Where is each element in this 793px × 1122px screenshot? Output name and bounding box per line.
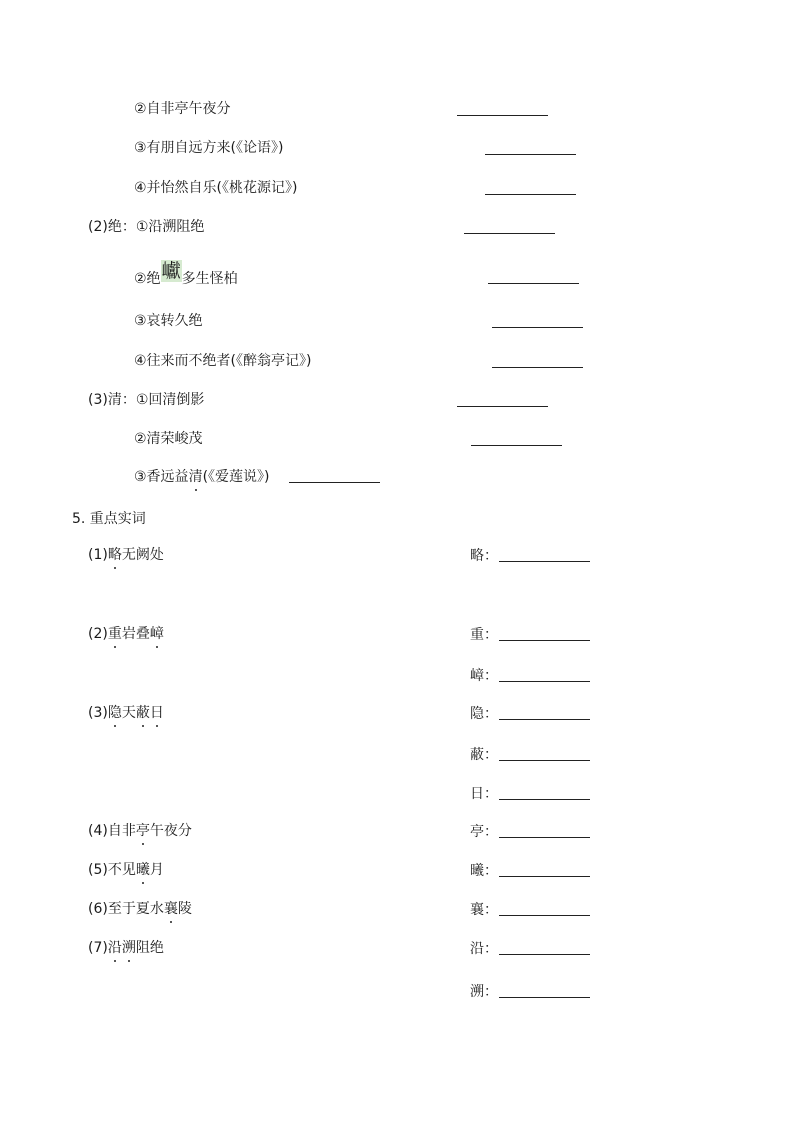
answer-blank[interactable] <box>485 154 576 155</box>
answer-blank[interactable] <box>499 837 590 838</box>
answer-blank[interactable] <box>499 997 590 998</box>
answer-label: 亭： <box>470 824 498 840</box>
question-text: 午夜分 <box>149 823 192 839</box>
item-wanglai: ④往来而不绝者(《醉翁亭记》) <box>134 353 312 369</box>
answer-blank[interactable] <box>485 194 576 195</box>
emphasis-char: 日 <box>149 705 164 721</box>
item-qing-huiqing: (3)清：①回清倒影 <box>88 392 205 408</box>
answer-label: 日： <box>470 786 498 802</box>
question-text: 陵 <box>177 901 192 917</box>
emphasis-char: 亭 <box>135 823 150 839</box>
question-text: 天 <box>121 705 136 721</box>
emphasis-char: 清 <box>188 469 203 485</box>
question-number: (1) <box>88 547 108 563</box>
question-text: (5)不见 <box>88 862 136 878</box>
question-text: (4)自非 <box>88 823 136 839</box>
answer-blank[interactable] <box>499 760 590 761</box>
question-5 <box>88 861 164 879</box>
answer-label: 沿： <box>470 941 498 957</box>
answer-blank[interactable] <box>488 283 579 284</box>
question-number: (3) <box>88 705 108 721</box>
emphasis-char: 蔽 <box>135 705 150 721</box>
question-number: (7) <box>88 940 108 956</box>
question-text: 阻绝 <box>135 940 164 956</box>
question-number: (2) <box>88 626 108 642</box>
question-4 <box>88 822 192 840</box>
item-xiangyuan-part2: (《爱莲说》) <box>202 469 270 485</box>
item-youpeng: ③有朋自远方来(《论语》) <box>134 140 284 156</box>
answer-blank[interactable] <box>499 915 590 916</box>
item-jueyan <box>134 260 238 287</box>
emphasis-char: 溯 <box>121 940 136 956</box>
answer-label: 曦： <box>470 863 498 879</box>
answer-blank[interactable] <box>499 799 590 800</box>
item-jueyan-part2: 多生怪柏 <box>181 271 238 287</box>
answer-blank[interactable] <box>492 367 583 368</box>
answer-blank[interactable] <box>499 719 590 720</box>
item-qingrong: ②清荣峻茂 <box>134 431 203 447</box>
emphasis-char: 隐 <box>107 705 122 721</box>
answer-blank[interactable] <box>457 406 548 407</box>
answer-label: 襄： <box>470 902 498 918</box>
section-heading: 5. 重点实词 <box>72 511 146 527</box>
answer-blank[interactable] <box>499 681 590 682</box>
question-text: 月 <box>149 862 164 878</box>
item-jue-yansu: (2)绝：①沿溯阻绝 <box>88 219 205 235</box>
emphasis-char: 重 <box>107 626 122 642</box>
answer-blank[interactable] <box>499 640 590 641</box>
question-6 <box>88 900 192 918</box>
answer-blank[interactable] <box>492 327 583 328</box>
highlighted-char: 巘 <box>161 260 181 282</box>
answer-blank[interactable] <box>499 561 590 562</box>
emphasis-char: 嶂 <box>149 626 164 642</box>
emphasis-char: 略 <box>107 547 122 563</box>
answer-label: 重： <box>470 627 498 643</box>
answer-label: 嶂： <box>470 668 498 684</box>
answer-blank[interactable] <box>464 233 555 234</box>
emphasis-char: 曦 <box>135 862 150 878</box>
question-text: (6)至于夏水 <box>88 901 164 917</box>
item-aizhuan: ③哀转久绝 <box>134 313 203 329</box>
question-3 <box>88 704 164 722</box>
emphasis-char: 襄 <box>163 901 178 917</box>
item-yiran: ④并怡然自乐(《桃花源记》) <box>134 180 298 196</box>
question-2 <box>88 625 164 643</box>
item-zifei: ②自非亭午夜分 <box>134 101 231 117</box>
item-jueyan-part1: ②绝 <box>134 271 161 287</box>
answer-label: 溯： <box>470 984 498 1000</box>
answer-label: 蔽： <box>470 747 498 763</box>
answer-blank[interactable] <box>499 954 590 955</box>
question-text: 岩叠 <box>121 626 150 642</box>
item-xiangyuan-part1: ③香远益 <box>134 469 189 485</box>
question-1 <box>88 546 164 564</box>
answer-blank[interactable] <box>471 445 562 446</box>
answer-blank[interactable] <box>457 115 548 116</box>
answer-blank[interactable] <box>499 876 590 877</box>
answer-label: 隐： <box>470 706 498 722</box>
question-7 <box>88 939 164 957</box>
item-xiangyuan <box>134 468 270 486</box>
emphasis-char: 沿 <box>107 940 122 956</box>
question-text: 无阙处 <box>121 547 164 563</box>
answer-label: 略： <box>470 548 498 564</box>
answer-blank[interactable] <box>289 482 380 483</box>
